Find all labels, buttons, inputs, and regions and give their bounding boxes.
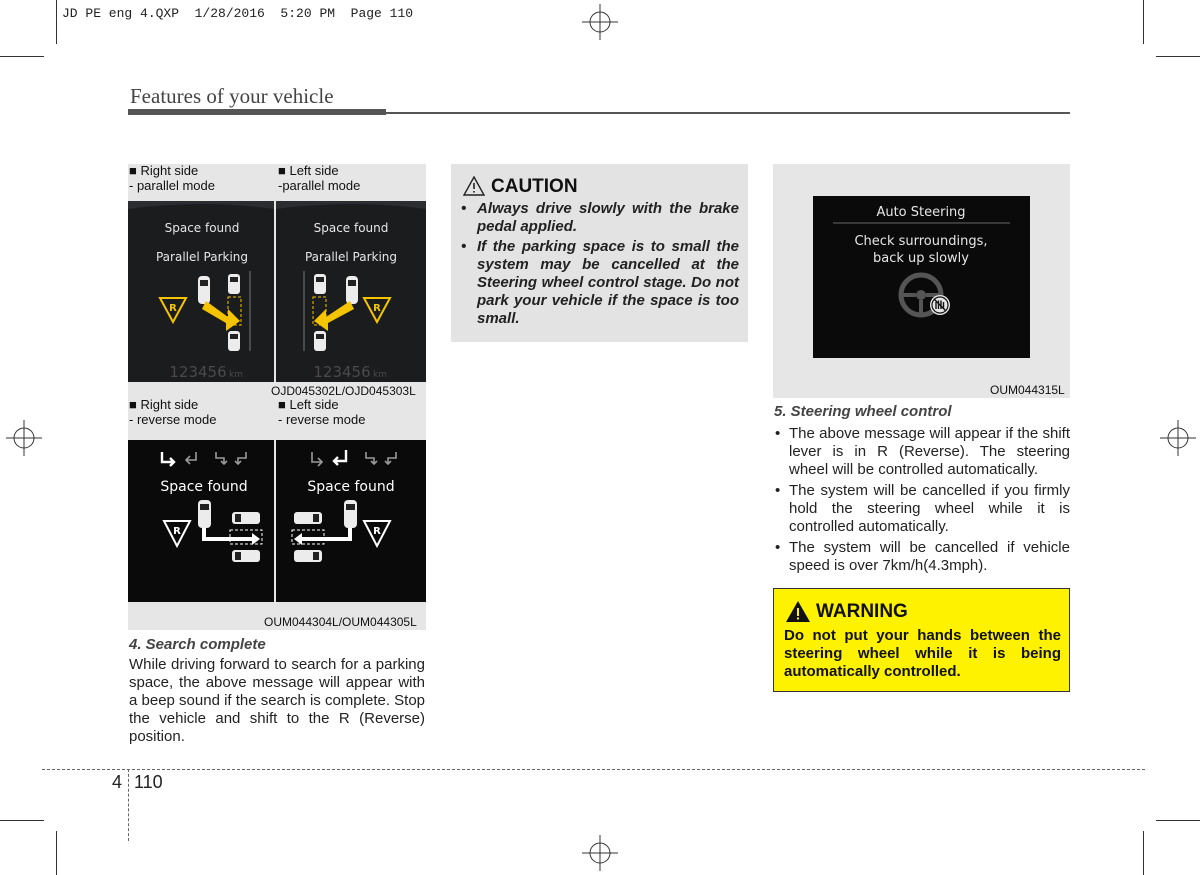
car-icon [314,331,326,351]
car-icon [198,276,210,304]
space-found-label: Space found [307,479,395,495]
footer-dashed-divider [128,769,129,841]
space-found-label: Space found [313,221,389,235]
caption-line: -parallel mode [278,178,361,193]
page-header-title: Features of your vehicle [130,84,334,108]
crop-mark [1156,820,1200,821]
car-icon [344,500,357,528]
cluster-screen-parallel-right [128,201,274,382]
section5-bullets [773,425,1070,578]
registration-mark-icon [582,4,618,40]
parking-mode-icons [162,452,246,466]
car-icon [198,500,211,528]
fig1-left-caption [129,163,215,193]
space-found-label: Space found [164,221,240,235]
caution-item: • Always drive slowly with the brake pedal applied. [461,200,739,236]
caption-line: ■ Left side [278,397,339,412]
crop-mark [0,56,44,57]
fig2-left-caption [129,397,216,427]
caution-title: CAUTION [491,176,578,197]
crop-mark [1143,0,1144,44]
chapter-number: 4 [112,772,123,792]
cluster-screen-parallel-left [276,201,426,382]
space-found-label: Space found [160,479,248,495]
path-arrow-icon [202,301,240,331]
parking-mode-icons [312,450,396,466]
car-icon [232,512,260,524]
header-rule-thin [386,112,1070,114]
fig2-right-caption [278,397,365,427]
bullet-item: • The system will be cancelled if vehicle speed is over 7km/h(4.3mph). [773,539,1070,575]
path-arrow-icon [204,528,252,539]
caption-line: - parallel mode [129,178,215,193]
print-slug: JD PE eng 4.QXP 1/28/2016 5:20 PM Page 110 [62,6,414,21]
reverse-triangle-icon [364,298,390,322]
section-body: While driving forward to search for a parking space, the above message will appear with a beep sound if the search is complete. Stop the vehicle and shift to the R (Reverse) position. [129,656,426,745]
warning-title: WARNING [816,601,908,622]
cluster-screen-reverse-left [276,440,426,602]
car-icon [232,550,260,562]
bullet-item: • The above message will appear if the shift lever is in R (Reverse). The steering wheel will be controlled automatically. [773,425,1070,479]
footer-dashed-rule [42,769,1145,770]
odometer-unit: km [373,370,387,380]
car-icon [346,276,358,304]
figure-code: OJD045302L/OJD045303L [271,384,416,398]
caution-box [451,164,748,342]
reverse-badge-letter: R [373,303,381,314]
caption-line: - reverse mode [129,412,217,427]
warning-triangle-icon [786,601,810,622]
reverse-badge-letter: R [373,526,381,537]
header-rule-thick [128,109,386,115]
fig1-right-caption [278,163,360,193]
caution-item: • If the parking space is to small the system may be cancelled at the Steering wheel control stage. Do not park your vehicle if the space is too small. [461,238,739,328]
crop-mark [0,820,44,821]
path-arrow-icon [314,301,354,331]
caution-triangle-icon [463,176,485,196]
warning-text: Do not put your hands between the steering wheel while it is being automatically controlled. [784,627,1061,680]
bullet-item: • The system will be cancelled if you firmly hold the steering wheel while it is controlled automatically. [773,482,1070,536]
caption-line: ■ Right side [129,163,199,178]
caption-line: ■ Right side [129,397,199,412]
auto-steering-line1: Check surroundings, [854,234,988,249]
auto-steering-line2: back up slowly [873,251,969,266]
crop-mark [56,831,57,875]
parallel-parking-label: Parallel Parking [304,250,398,264]
odometer-unit: km [229,370,243,380]
crop-mark [1143,831,1144,875]
crop-mark [56,0,57,44]
figure-code: OUM044304L/OUM044305L [264,615,417,629]
car-icon [228,331,240,351]
caption-line: ■ Left side [278,163,339,178]
crop-mark [1156,56,1200,57]
warning-box [773,588,1070,692]
odometer-digits: 123456 [313,363,371,381]
page-number: 110 [134,772,163,792]
cluster-screen-auto-steering [813,196,1030,358]
odometer-digits: 123456 [169,363,227,381]
hand-warning-icon [930,295,950,315]
reverse-triangle-icon [160,298,186,322]
registration-mark-icon [582,835,618,871]
reverse-triangle-icon [164,521,190,546]
caution-list [461,200,739,330]
car-icon [294,512,322,524]
registration-mark-icon [1160,420,1196,456]
car-icon [294,550,322,562]
section-title: 5. Steering wheel control [774,403,952,420]
cluster-screen-reverse-right [128,440,274,602]
caption-line: - reverse mode [278,412,366,427]
reverse-triangle-icon [364,521,390,546]
registration-mark-icon [6,420,42,456]
figure-code: OUM044315L [990,383,1065,397]
auto-steering-title: Auto Steering [876,205,966,220]
reverse-badge-letter: R [169,303,177,314]
car-icon [314,274,326,294]
section-title: 4. Search complete [129,636,266,653]
parallel-parking-label: Parallel Parking [155,250,249,264]
reverse-badge-letter: R [173,526,181,537]
car-icon [228,274,240,294]
